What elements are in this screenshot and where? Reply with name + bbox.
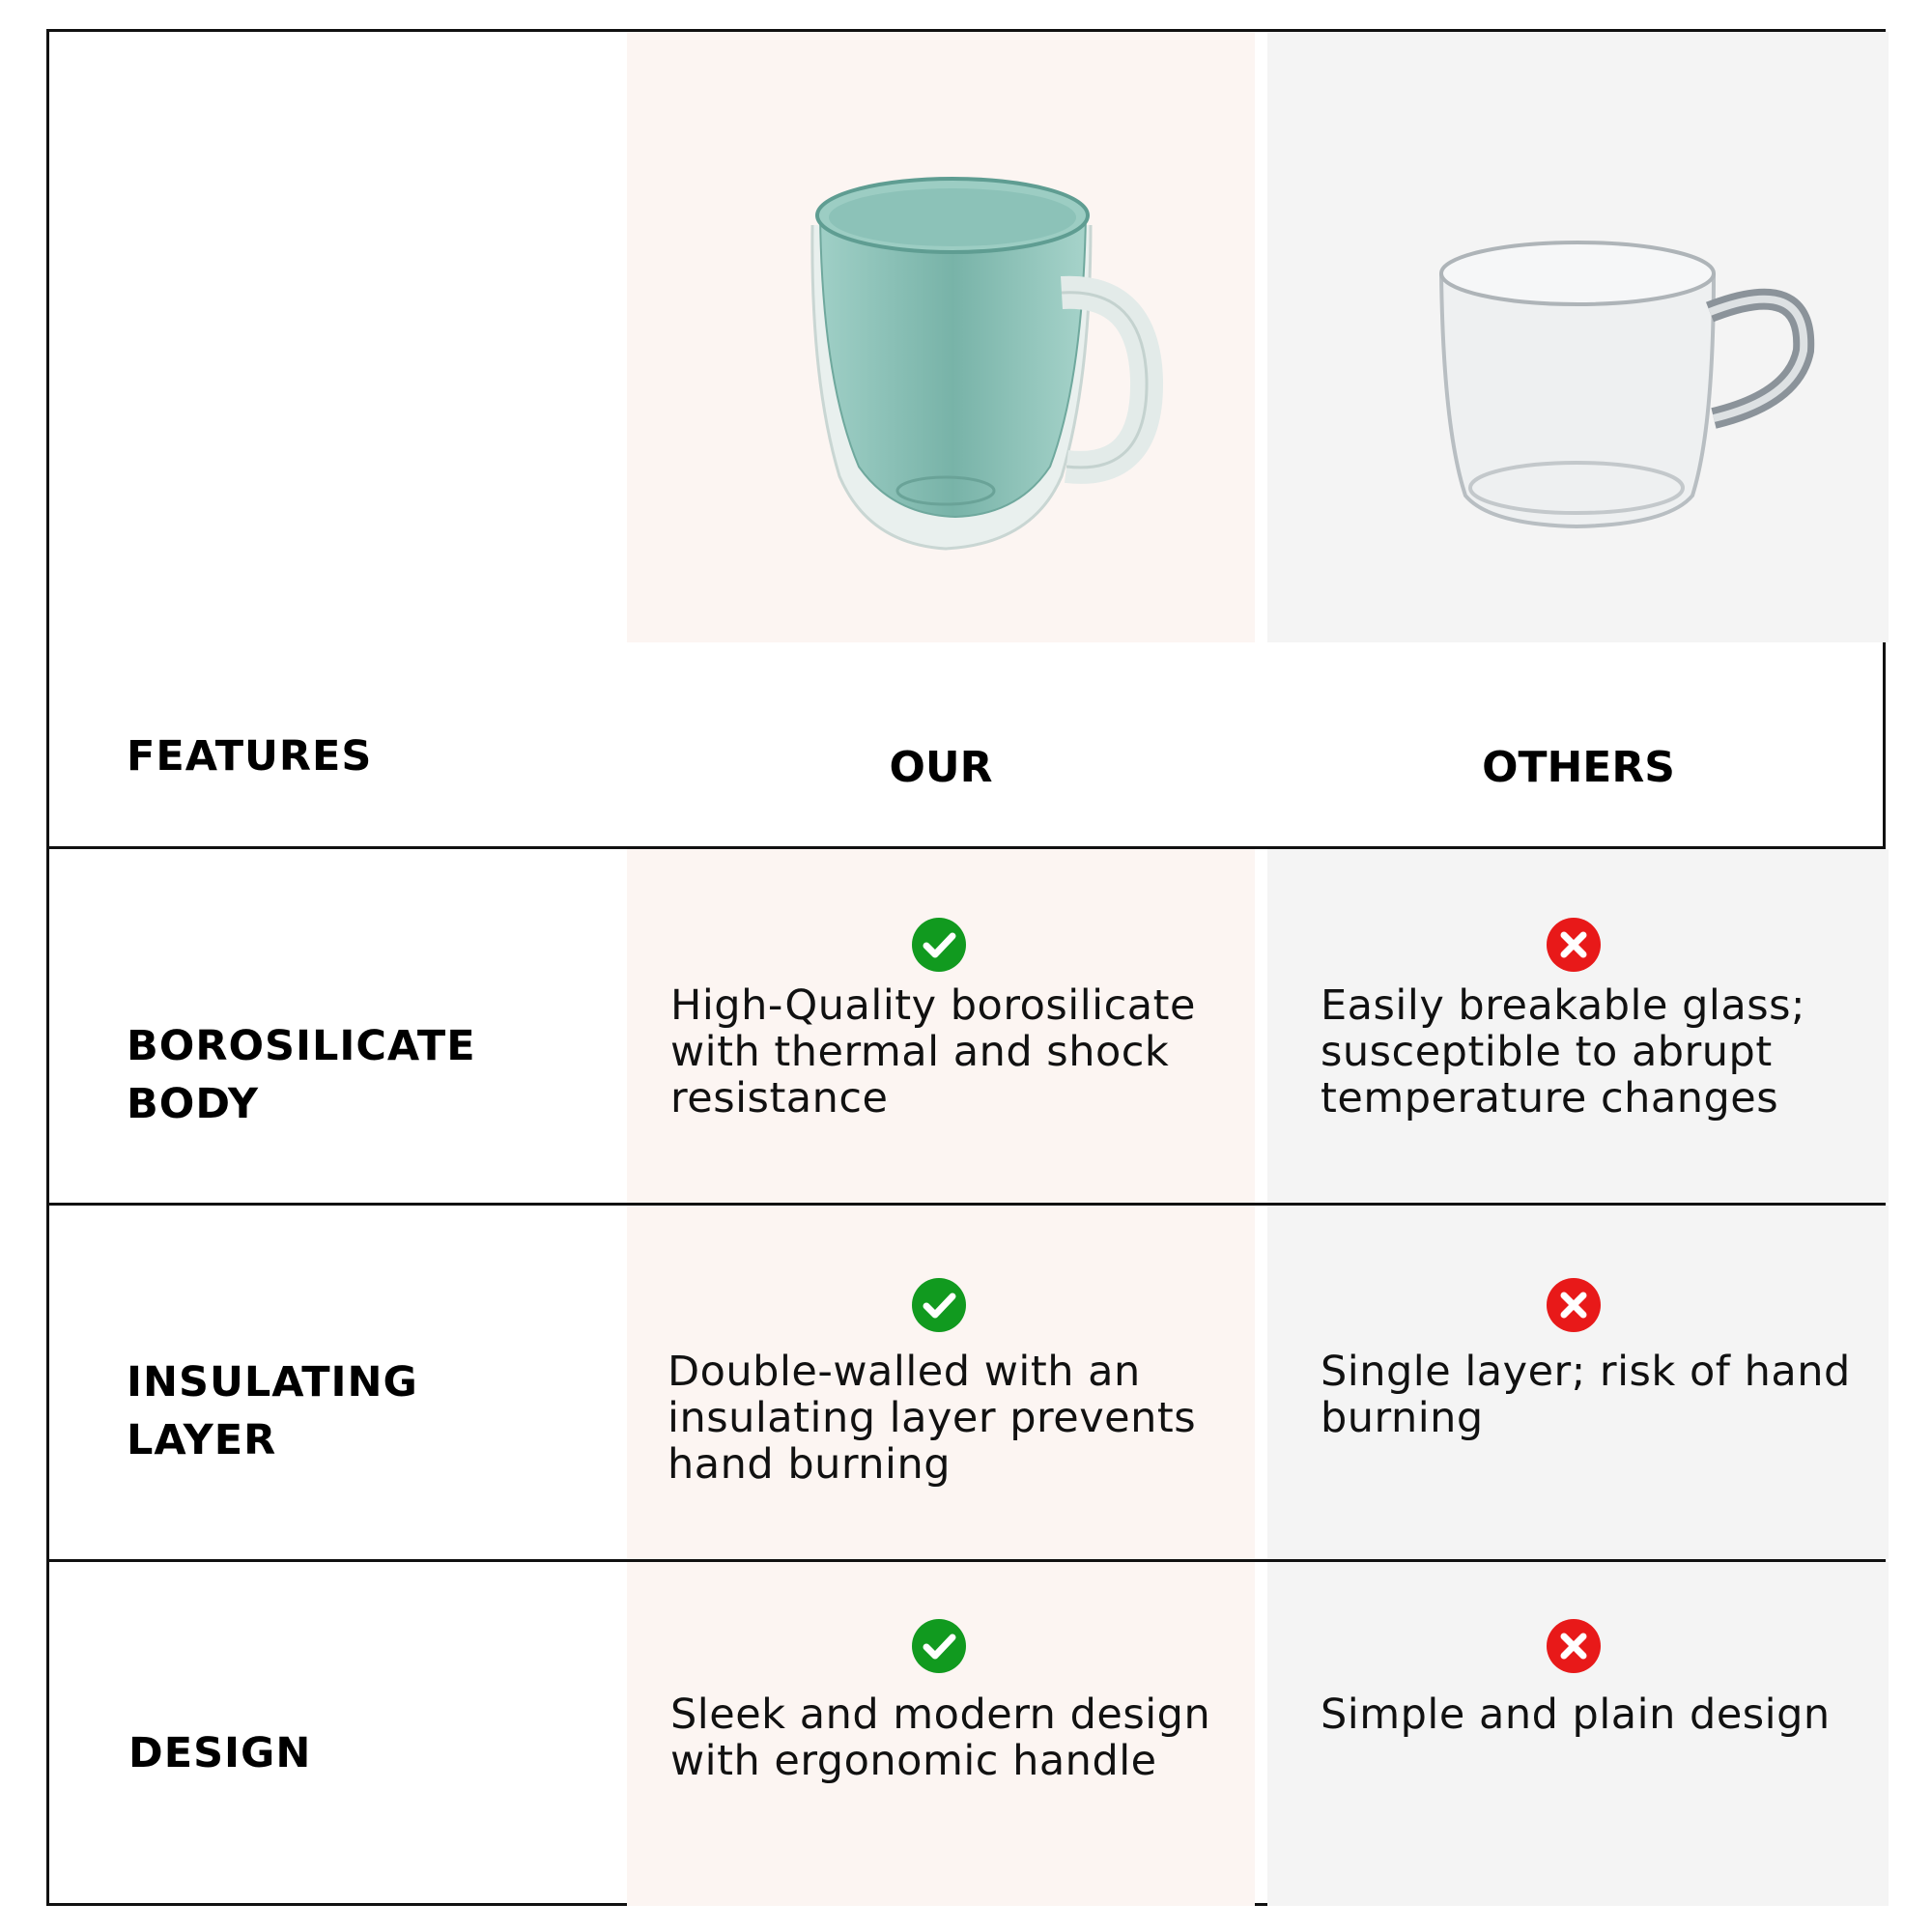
check-icon xyxy=(912,1278,966,1332)
our-text-borosilicate: High-Quality borosilicate with thermal and shock resistance xyxy=(670,981,1196,1122)
others-mug-image xyxy=(1432,235,1818,544)
others-text-insulating: Single layer; risk of hand burning xyxy=(1321,1348,1851,1442)
cross-icon xyxy=(1547,1619,1601,1673)
our-mug-image xyxy=(801,157,1168,563)
our-text-insulating: Double-walled with an insulating layer prevents hand burning xyxy=(668,1348,1197,1489)
our-text-design: Sleek and modern design with ergonomic handle xyxy=(670,1690,1211,1785)
others-text-borosilicate: Easily breakable glass; susceptible to abrupt temperature changes xyxy=(1321,981,1806,1122)
check-icon xyxy=(912,918,966,972)
comparison-table xyxy=(46,29,1886,1906)
feature-label-borosilicate: BOROSILICATE BODY xyxy=(127,1022,476,1128)
our-image-panel xyxy=(627,32,1255,642)
others-heading: OTHERS xyxy=(1482,743,1675,792)
our-heading: OUR xyxy=(889,743,993,792)
others-image-panel xyxy=(1267,32,1889,642)
feature-label-design: DESIGN xyxy=(128,1729,312,1777)
cross-icon xyxy=(1547,1278,1601,1332)
features-heading: FEATURES xyxy=(127,732,373,781)
check-icon xyxy=(912,1619,966,1673)
others-text-design: Simple and plain design xyxy=(1321,1690,1831,1739)
feature-label-insulating: INSULATING LAYER xyxy=(127,1358,418,1464)
cross-icon xyxy=(1547,918,1601,972)
